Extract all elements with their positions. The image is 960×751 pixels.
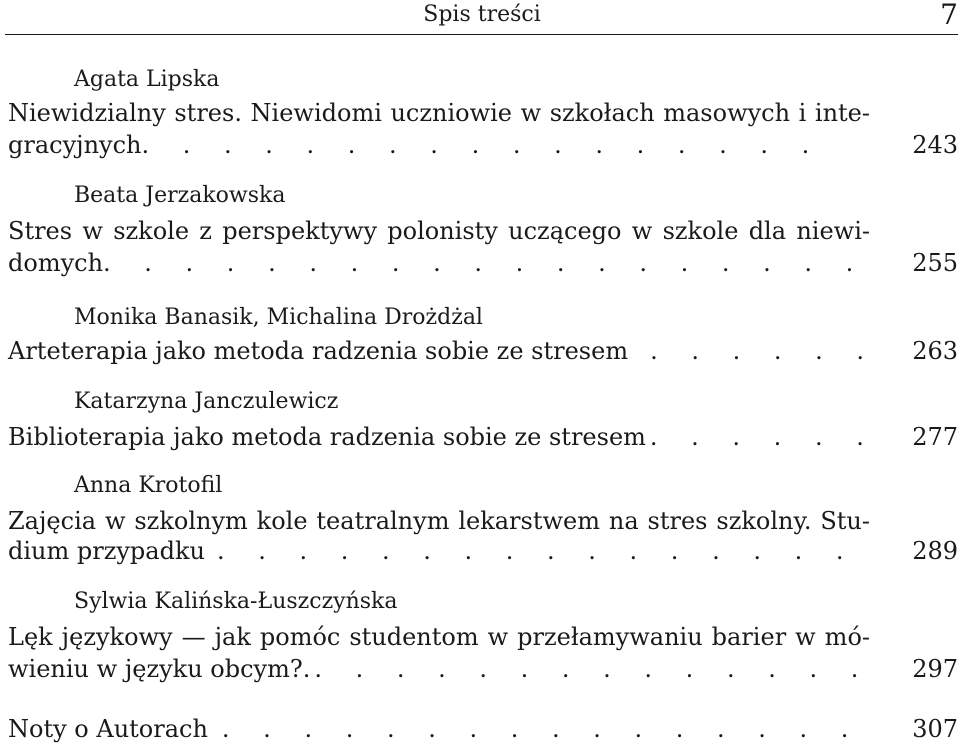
toc-entry[interactable] — [8, 300, 958, 370]
entry-author: Agata Lipska — [74, 67, 220, 92]
entry-title-line — [8, 536, 958, 566]
entry-title-line: Niewidzialny stres. Niewidomi uczniowie w szkołach masowych i inte- — [8, 99, 870, 127]
entry-page-number: 277 — [912, 423, 958, 451]
entry-page-number: 243 — [912, 131, 958, 159]
entry-title-line: Lęk językowy — jak pomóc studentom w przełamywaniu barier w mó- — [8, 623, 870, 651]
toc-entry[interactable] — [8, 588, 958, 688]
entry-title-text: gracyjnych — [8, 131, 142, 159]
entry-title-line — [8, 336, 958, 366]
toc-entry[interactable] — [8, 386, 958, 456]
running-header — [0, 0, 960, 34]
toc-entry[interactable] — [8, 64, 958, 164]
toc-entry[interactable] — [8, 182, 958, 282]
running-title: Spis treści — [423, 2, 541, 27]
entry-author: Sylwia Kalińska-Łuszczyńska — [74, 589, 398, 614]
entry-title-text: Noty o Autorach — [8, 715, 208, 743]
entry-title-line: Stres w szkole z perspektywy polonisty uczącego w szkole dla niewi- — [8, 217, 870, 245]
entry-page-number: 255 — [912, 249, 958, 277]
entry-author: Katarzyna Janczulewicz — [74, 389, 339, 414]
dot-leaders: . . . . . . . . . . . . . . . . — [216, 537, 857, 565]
entry-title-text: Biblioterapia jako metoda radzenia sobie ze stresem — [8, 423, 646, 451]
entry-title-text: domych — [8, 249, 104, 277]
dot-leaders: . . . . . . . . . . . . . . . . — [221, 715, 862, 743]
entry-page-number: 263 — [912, 337, 958, 365]
toc-entry[interactable] — [8, 470, 958, 570]
entry-title-line — [8, 130, 958, 160]
entry-title-line — [8, 714, 958, 744]
entry-title-text: wieniu w języku obcym?. — [8, 655, 311, 683]
header-rule — [5, 34, 958, 35]
dot-leaders: . . . . . . . . . . . . . . . . . . . — [103, 249, 867, 277]
entry-page-number: 297 — [912, 655, 958, 683]
entry-author: Anna Krotofil — [74, 473, 223, 498]
entry-author: Monika Banasik, Michalina Drożdżal — [74, 305, 483, 330]
entry-title-text: Arteterapia jako metoda radzenia sobie ze stresem — [8, 337, 629, 365]
entry-title-line — [8, 422, 958, 452]
entry-title-line: Zajęcia w szkolnym kole teatralnym lekarstwem na stres szkolny. Stu- — [8, 507, 870, 535]
entry-author: Beata Jerzakowska — [74, 183, 286, 208]
entry-title-text: dium przypadku — [8, 537, 205, 565]
toc-entry[interactable] — [8, 704, 958, 744]
folio-page-number: 7 — [940, 0, 958, 31]
dot-leaders: . . . . . . — [650, 337, 877, 365]
entry-page-number: 289 — [912, 537, 958, 565]
entry-page-number: 307 — [912, 715, 958, 743]
dot-leaders: . . . . . . — [649, 423, 877, 451]
entry-title-line — [8, 654, 958, 684]
dot-leaders: . . . . . . . . . . . . . . — [314, 655, 872, 683]
entry-title-line — [8, 248, 958, 278]
dot-leaders: . . . . . . . . . . . . . . . . . — [141, 131, 823, 159]
